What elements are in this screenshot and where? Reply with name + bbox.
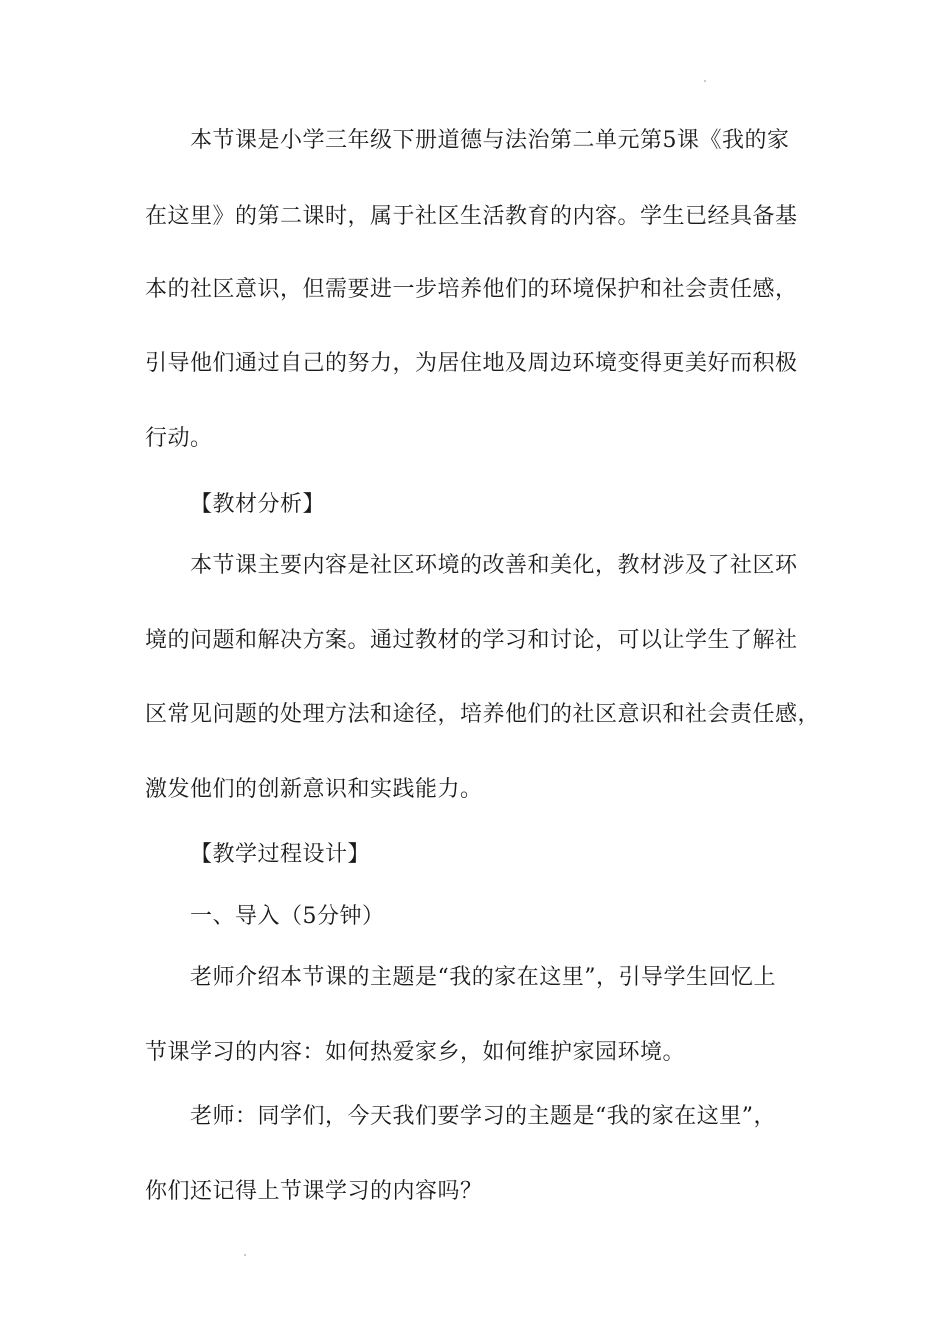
page-speck [244, 1254, 246, 1256]
analysis-line-4: 激发他们的创新意识和实践能力。 [145, 777, 483, 802]
intro-line-1: 本节课是小学三年级下册道德与法治第二单元第5课《我的家 [190, 128, 790, 153]
analysis-line-2: 境的问题和解决方案。通过教材的学习和讨论，可以让学生了解社 [145, 628, 798, 653]
teacher-dialogue-line-1: 老师：同学们，今天我们要学习的主题是“我的家在这里”， [190, 1104, 776, 1129]
teacher-dialogue-line-2: 你们还记得上节课学习的内容吗？ [145, 1179, 483, 1204]
page-speck [704, 80, 706, 82]
textbook-analysis-heading: 【教材分析】 [190, 492, 326, 517]
intro-line-3: 本的社区意识，但需要进一步培养他们的环境保护和社会责任感， [145, 277, 798, 302]
analysis-line-1: 本节课主要内容是社区环境的改善和美化，教材涉及了社区环 [190, 553, 798, 578]
intro-line-2: 在这里》的第二课时，属于社区生活教育的内容。学生已经具备基 [145, 204, 798, 229]
intro-line-4: 引导他们通过自己的努力，为居住地及周边环境变得更美好而积极 [145, 351, 798, 376]
teacher-intro-line-2: 节课学习的内容：如何热爱家乡，如何维护家园环境。 [145, 1040, 686, 1065]
teacher-intro-line-1: 老师介绍本节课的主题是“我的家在这里”，引导学生回忆上 [190, 965, 776, 990]
section-intro-heading: 一、导入（5分钟） [190, 904, 385, 929]
teaching-process-heading: 【教学过程设计】 [190, 842, 371, 867]
intro-line-5: 行动。 [145, 426, 213, 451]
analysis-line-3: 区常见问题的处理方法和途径，培养他们的社区意识和社会责任感， [145, 702, 821, 727]
